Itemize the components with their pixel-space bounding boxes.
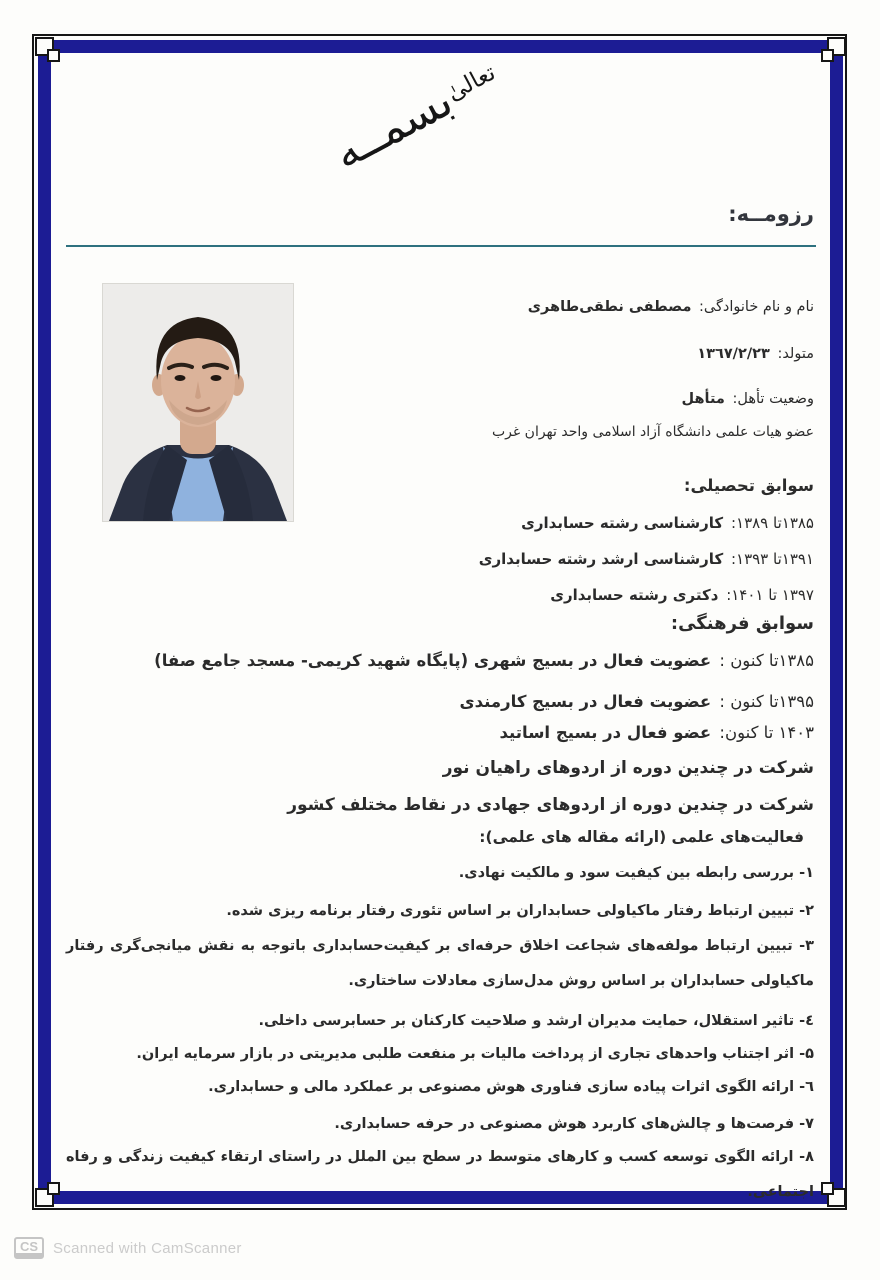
cultural-years: ۱۴۰۳ تا کنون: xyxy=(719,723,814,742)
bismillah-calligraphy-besmeh: بسمــه xyxy=(325,75,461,180)
name-label: نام و نام خانوادگی: xyxy=(699,299,814,315)
birthdate-line xyxy=(66,346,814,362)
corner-knot-top-left-inner xyxy=(47,49,60,62)
education-degree: کارشناسی ارشد رشته حسابداری xyxy=(478,550,724,568)
marital-status-label: وضعیت تأهل: xyxy=(732,391,814,407)
publication-item: ۸- ارائه الگوی توسعه کسب و کارهای متوسط در سطح بین الملل در راستای ارتقاء کیفیت زندگی و رفاه اجتماعی. xyxy=(66,1149,814,1200)
education-degree: کارشناسی رشته حسابداری xyxy=(521,514,724,532)
publication-item: ۷- فرصت‌ها و چالش‌های کاربرد هوش مصنوعی در حرفه حسابداری. xyxy=(334,1116,814,1132)
corner-knot-top-right-inner xyxy=(821,49,834,62)
education-heading: سوابق تحصیلی: xyxy=(683,476,814,495)
bismillah-calligraphy-taala: تعالیٰ xyxy=(442,59,500,107)
publication-item: ٦- ارائه الگوی اثرات پیاده سازی فناوری هوش مصنوعی بر عملکرد مالی و حسابداری. xyxy=(208,1079,814,1095)
camscanner-watermark-text: Scanned with CamScanner xyxy=(53,1239,242,1257)
marital-status-value: متأهل xyxy=(681,391,725,407)
publication-item: ٤- تاثیر استقلال، حمایت مدیران ارشد و صلاحیت کارکنان بر حسابرسی داخلی. xyxy=(258,1013,814,1029)
education-item xyxy=(66,550,814,568)
birthdate-label: متولد: xyxy=(777,346,814,362)
personal-name-line xyxy=(66,299,814,315)
birthdate-value: ۱۳٦۷/۲/۲۳ xyxy=(697,346,770,362)
title-divider xyxy=(66,245,816,247)
cultural-years: ۱۳۹۵تا کنون : xyxy=(719,692,814,711)
cultural-activity: عضویت فعال در بسیج کارمندی xyxy=(459,692,712,711)
education-years: ۱۳۹۷ تا ۱۴۰۱: xyxy=(726,586,814,604)
scientific-heading: فعالیت‌های علمی (ارائه مقاله های علمی): xyxy=(479,828,804,846)
cultural-item xyxy=(66,651,814,670)
education-years: ۱۳۸۵تا ۱۳۸۹: xyxy=(730,514,814,532)
marital-status-line xyxy=(66,391,814,407)
name-value: مصطفی نطقی‌طاهری xyxy=(527,299,692,315)
affiliation-line: عضو هیات علمی دانشگاه آزاد اسلامی واحد تهران غرب xyxy=(491,424,814,440)
cultural-activity: عضویت فعال در بسیج شهری (پایگاه شهید کریمی- مسجد جامع صفا) xyxy=(154,651,712,670)
cultural-activity: عضو فعال در بسیج اساتید xyxy=(499,723,712,742)
cultural-item xyxy=(66,723,814,742)
publication-item: ۵- اثر اجتناب واحدهای تجاری از پرداخت مالیات بر منفعت طلبی مدیریتی در بازار سرمایه ایران. xyxy=(136,1046,814,1062)
corner-knot-bottom-left-inner xyxy=(47,1182,60,1195)
publication-item: ۱- بررسی رابطه بین کیفیت سود و مالکیت نهادی. xyxy=(458,865,814,881)
resume-content xyxy=(66,196,814,1200)
publication-item: ۲- تبیین ارتباط رفتار ماکیاولی حسابداران بر اساس تئوری رفتار برنامه ریزی شده. xyxy=(226,903,814,919)
cultural-extra-item: شرکت در چندین دوره از اردوهای راهیان نور xyxy=(442,758,814,778)
education-years: ۱۳۹۱تا ۱۳۹۳: xyxy=(730,550,814,568)
education-item xyxy=(66,586,814,604)
cultural-extra-item: شرکت در چندین دوره از اردوهای جهادی در نقاط مختلف کشور xyxy=(287,795,814,815)
education-item xyxy=(66,514,814,532)
corner-knot-bottom-right-inner xyxy=(821,1182,834,1195)
camscanner-watermark xyxy=(14,1237,242,1259)
camscanner-logo-icon: CS xyxy=(14,1237,44,1259)
cultural-heading: سوابق فرهنگی: xyxy=(670,613,814,634)
education-degree: دکتری رشته حسابداری xyxy=(550,586,719,604)
cultural-years: ۱۳۸۵تا کنون : xyxy=(719,651,814,670)
cultural-item xyxy=(66,692,814,711)
publication-item: ۳- تبیین ارتباط مولفه‌های شجاعت اخلاق حرفه‌ای بر کیفیت‌حسابداری باتوجه به نقش میانجی‌گری رفتار ماکیاولی حسابداران بر اساس روش مدل‌سازی معادلات ساختاری. xyxy=(66,938,814,989)
page-title: رزومــه: xyxy=(728,202,814,226)
